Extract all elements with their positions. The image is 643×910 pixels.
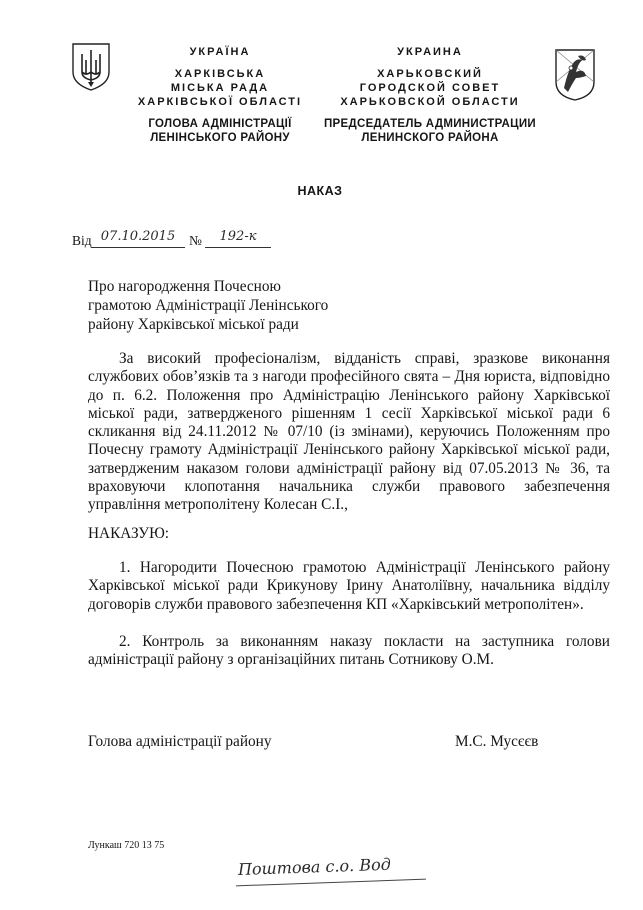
order-item-1: 1. Нагородити Почесною грамотою Адміністрації Ленінського району Харківської міської ради Крикунову Ірину Анатоліївну, начальника відділу договорів служби правового забезпечення КП «Харківський метрополітен».: [88, 559, 610, 613]
header-council-ru-line2: ГОРОДСКОЙ СОВЕТ: [359, 82, 501, 94]
header-office-ru-line2: ЛЕНИНСКОГО РАЙОНА: [361, 132, 499, 144]
header-office-ua-line2: ЛЕНІНСЬКОГО РАЙОНУ: [150, 132, 290, 144]
number-underline: [205, 247, 271, 248]
subject-line-3: району Харківської міської ради: [88, 316, 299, 333]
number-value: 192-к: [219, 229, 257, 244]
number-label: №: [189, 233, 202, 248]
order-word: НАКАЗУЮ:: [88, 525, 170, 542]
header-council-ru-line3: ХАРЬКОВСКОЙ ОБЛАСТИ: [340, 96, 520, 108]
executor-contact: Лункаш 720 13 75: [88, 840, 165, 851]
date-underline: [91, 247, 185, 248]
date-prefix: Від: [72, 233, 92, 248]
date-value: 07.10.2015: [100, 229, 176, 244]
handwritten-note: Поштова с.о. Вод: [237, 854, 392, 879]
kharkiv-coat-of-arms-icon: [554, 48, 596, 102]
header-council-ua-line3: ХАРКІВСЬКОЇ ОБЛАСТІ: [137, 96, 303, 108]
header-council-ua-line1: ХАРКІВСЬКА: [174, 68, 266, 80]
document-title: НАКАЗ: [297, 184, 343, 198]
subject-line-1: Про нагородження Почесною: [88, 278, 281, 295]
header-office-ua-line1: ГОЛОВА АДМІНІСТРАЦІЇ: [148, 118, 292, 130]
header-country-ru: УКРАИНА: [397, 46, 463, 58]
preamble-paragraph: За високий професіоналізм, відданість справі, зразкове виконання службових обов’язків та з нагоди професійного свята – Дня юриста, відповідно до п. 6.2. Положення про Адміністрацію Ленінського району Харківської міської ради, затвердженого рішенням 1 сесії Харківської міської ради 6 скликання від 24.11.2012 № 07/10 (із змінами), керуючись Положенням про Почесну грамоту Адміністрації Ленінського району Харківської міської ради, затвердженим наказом голови адміністрації району від 07.05.2013 № 36, та враховуючи клопотання начальника служби правового забезпечення управління метрополітену Колесан С.І.,: [88, 350, 610, 514]
header-council-ru-line1: ХАРЬКОВСКИЙ: [377, 68, 483, 80]
order-item-2: 2. Контроль за виконанням наказу покласти на заступника голови адміністрації району з організаційних питань Сотникову О.М.: [88, 633, 610, 669]
signature-position: Голова адміністрації району: [88, 733, 272, 750]
header-council-ua-line2: МІСЬКА РАДА: [170, 82, 270, 94]
signature-name: М.С. Мусєєв: [455, 733, 539, 750]
ukraine-trident-emblem-icon: [70, 42, 112, 92]
date-line: [72, 229, 302, 251]
header-country-ua: УКРАЇНА: [189, 46, 251, 58]
header-office-ru-line1: ПРЕДСЕДАТЕЛЬ АДМИНИСТРАЦИИ: [323, 118, 536, 130]
subject-line-2: грамотою Адміністрації Ленінського: [88, 297, 329, 314]
handwritten-underline: [236, 879, 426, 887]
